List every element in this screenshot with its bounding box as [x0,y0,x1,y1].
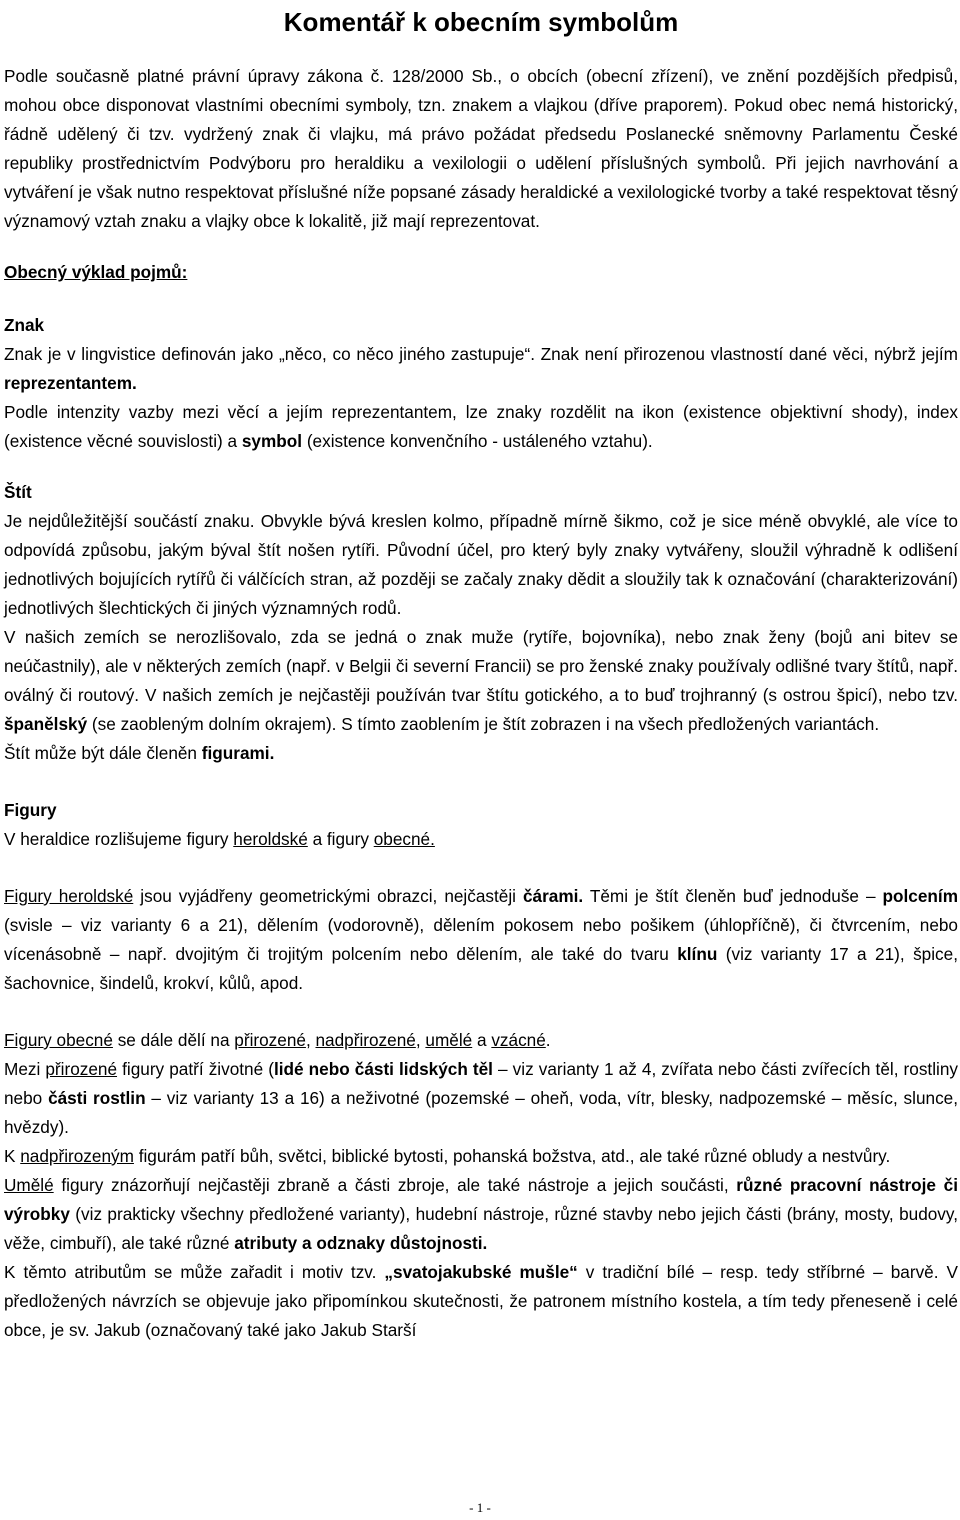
figury-p3-underline-1: Figury obecné [4,1030,113,1050]
section-heading: Obecný výklad pojmů: [4,262,188,282]
page-number: - 1 - [469,1500,491,1515]
figury-paragraph-2 [4,882,958,998]
figury-p1-text-1: V heraldice rozlišujeme figury [4,829,234,849]
figury-p3-underline-5: vzácné [491,1030,546,1050]
znak-p1-text: Znak je v lingvistice definován jako „něco, co něco jiného zastupuje“. Znak není přirozenou vlastností dané věci, nýbrž jejím [4,344,958,364]
figury-p6-text-1: figury znázorňují nejčastěji zbraně a části zbroje, ale také nástroje a jejich součásti, [53,1175,737,1195]
figury-p5-text-2: figurám patří bůh, světci, biblické bytosti, pohanská božstva, atd., ale také různé obludy a nestvůry. [133,1146,891,1166]
figury-paragraph-5 [4,1142,958,1171]
stit-p3-text: Štít může být dále členěn [4,743,202,763]
figury-p3-text-5: . [545,1030,551,1050]
figury-p1-text-2: a figury [307,829,374,849]
figury-p7-text-1: K těmto atributům se může zařadit i motiv tzv. [4,1262,385,1282]
stit-p3-bold: figurami. [201,743,275,763]
stit-paragraph-2 [4,623,958,739]
figury-heading: Figury [4,800,57,820]
znak-p2-bold: symbol [241,431,303,451]
stit-p2-text-2: (se zaobleným dolním okrajem). S tímto zaoblením je štít zobrazen i na všech předložených variantách. [87,714,880,734]
figury-p2-underline: Figury heroldské [4,886,134,906]
figury-p3-underline-4: umělé [425,1030,473,1050]
stit-paragraph-3 [4,739,958,768]
figury-p2-text-4: (viz varianty 17 a 21), špice, šachovnice, šindelů, krokví, kůlů, apod. [4,944,958,993]
figury-p4-bold-2: části rostlin [48,1088,146,1108]
figury-p3-underline-3: nadpřirozené [315,1030,416,1050]
znak-paragraph-1 [4,340,958,398]
figury-p1-underline-1: heroldské [233,829,308,849]
znak-p2-text-2: (existence konvenčního - ustáleného vztahu). [302,431,653,451]
figury-p4-bold-1: lidé nebo části lidských těl [273,1059,493,1079]
stit-paragraph-1 [4,507,958,623]
figury-p3-text-3: , [415,1030,426,1050]
figury-paragraph-1 [4,825,958,854]
figury-p5-text-1: K [4,1146,21,1166]
znak-paragraph-2 [4,398,958,456]
figury-p2-text-1: jsou vyjádřeny geometrickými obrazci, nejčastěji [133,886,523,906]
figury-p5-underline: nadpřirozeným [20,1146,134,1166]
figury-p2-bold-2: polcením [882,886,958,906]
figury-paragraph-6 [4,1171,958,1258]
figury-p4-text-1: Mezi [4,1059,46,1079]
intro-text: Podle současně platné právní úpravy zákona č. 128/2000 Sb., o obcích (obecní zřízení), ve znění pozdějších předpisů, mohou obce disponovat vlastními obecními symboly, tzn. znakem a vlajkou (dříve praporem). Pokud obec nemá historický, řádně udělený či tzv. vydržený znak či vlajku, má právo požádat předsedu Poslanecké sněmovny Parlamentu České republiky prostřednictvím Podvýboru pro heraldiku a vexilologii o udělení příslušných symbolů. Při jejich navrhování a vytváření je však nutno respektovat příslušné níže popsané zásady heraldické a vexilologické tvorby a také respektovat těsný významový vztah znaku a vlajky obce k lokalitě, již mají reprezentovat. [4,66,958,231]
stit-heading: Štít [4,482,32,502]
figury-p3-text-4: a [472,1030,492,1050]
figury-p6-underline: Umělé [4,1175,54,1195]
figury-p2-text-3: (svisle – viz varianty 6 a 21), dělením (vodorovně), dělením pokosem nebo pošikem (úhlopříčně), či čtvrcením, nebo vícenásobně – např. dvojitým či trojitým polcením nebo dělením, ale také do tvaru [4,915,958,964]
stit-p2-bold: španělský [4,714,88,734]
figury-p6-bold-1: různé pracovní nástroje či výrobky [4,1175,958,1224]
figury-p4-underline: přirozené [45,1059,118,1079]
stit-p2-text-1: V našich zemích se nerozlišovalo, zda se jedná o znak muže (rytíře, bojovníka), nebo znak ženy (bojů ani bitev se neúčastnily), ale v některých zemích (např. v Belgii či severní Francii) se pro ženské znaky používaly odlišné tvary štítů, např. oválný či routový. V našich zemích je nejčastěji používán tvar štítu gotického, a to buď trojhranný (s ostrou špicí), nebo tzv. [4,627,958,705]
figury-p2-bold-1: čárami. [522,886,584,906]
figury-p4-text-3: – viz varianty 1 až 4, zvířata nebo části zvířecích těl, rostliny nebo [4,1059,958,1108]
document-title: Komentář k obecním symbolům [283,7,679,37]
znak-heading: Znak [4,315,45,335]
figury-p7-bold: „svatojakubské mušle“ [384,1262,578,1282]
figury-p2-bold-3: klínu [677,944,718,964]
intro-paragraph [4,62,958,236]
figury-p4-text-2: figury patří životné ( [117,1059,274,1079]
figury-p2-text-2: Těmi je štít členěn buď jednoduše – [583,886,883,906]
znak-p1-bold: reprezentantem. [4,373,137,393]
figury-p1-underline-2: obecné. [373,829,435,849]
znak-p2-text-1: Podle intenzity vazby mezi věcí a jejím reprezentantem, lze znaky rozdělit na ikon (existence objektivní shody), index (existence věcné souvislosti) a [4,402,958,451]
figury-p7-text-2: v tradiční bílé – resp. tedy stříbrné – barvě. V předložených návrzích se objevuje jako připomínkou skutečnosti, že patronem místního kostela, a tím tedy přeneseně i celé obce, je sv. Jakub (označovaný také jako Jakub Starší [4,1262,958,1340]
figury-paragraph-7 [4,1258,958,1345]
figury-p3-text-2: , [305,1030,316,1050]
figury-p4-text-4: – viz varianty 13 a 16) a neživotné (pozemské – oheň, voda, vítr, blesky, nadpozemské – měsíc, slunce, hvězdy). [4,1088,959,1137]
figury-p6-text-2: (viz prakticky všechny předložené varianty), hudební nástroje, různé stavby nebo jejich části (brány, mosty, budovy, věže, cimbuří), ale také různé [4,1204,958,1253]
figury-paragraph-3 [4,1026,958,1055]
stit-p1-text: Je nejdůležitější součástí znaku. Obvykle bývá kreslen kolmo, případně mírně šikmo, což je sice méně obvyklé, ale více to odpovídá způsobu, jakým býval štít nošen rytíři. Původní účel, pro který byly znaky vytvářeny, sloužil výhradně k odlišení jednotlivých bojujících rytířů či válčících stran, až později se začaly znaky dědit a sloužily tak k označování (charakterizování) jednotlivých šlechtických či jiných významných rodů. [4,511,958,618]
figury-p3-underline-2: přirozené [234,1030,306,1050]
figury-paragraph-4 [4,1055,958,1142]
figury-p6-bold-2: atributy a odznaky důstojnosti. [234,1233,488,1253]
figury-p3-text-1: se dále dělí na [112,1030,235,1050]
